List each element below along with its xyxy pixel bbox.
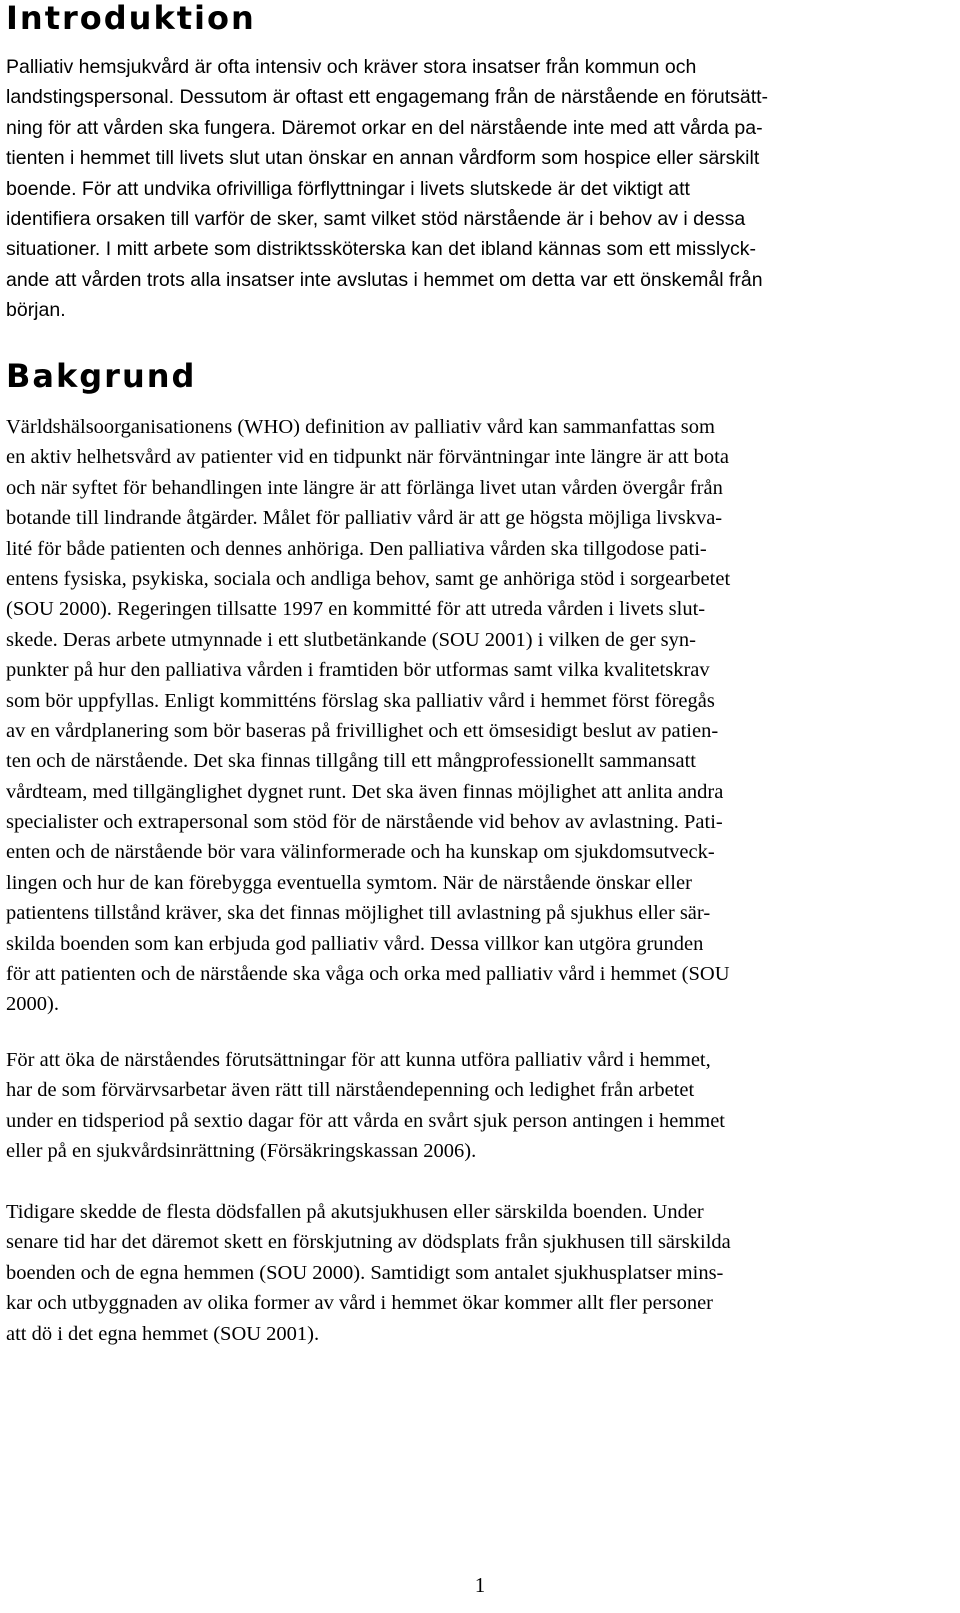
text-line: boenden och de egna hemmen (SOU 2000). Samtidigt som antalet sjukhusplatser mins- <box>6 1261 724 1284</box>
text-line: skede. Deras arbete utmynnade i ett slutbetänkande (SOU 2001) i vilken de ger syn- <box>6 628 696 651</box>
paragraph-who-definition <box>6 412 730 1020</box>
paragraph-narstaendepenning <box>6 1045 725 1167</box>
text-line: ande att vården trots alla insatser inte avslutas i hemmet om detta var ett önskemål från <box>6 268 763 291</box>
text-line: att dö i det egna hemmet (SOU 2001). <box>6 1322 320 1345</box>
page-number: 1 <box>474 1573 486 1597</box>
text-line: skilda boenden som kan erbjuda god palliativ vård. Dessa villkor kan utgöra grunden <box>6 932 704 955</box>
text-line: identifiera orsaken till varför de sker, samt vilket stöd närstående är i behov av i dessa <box>6 207 746 230</box>
text-line: ten och de närstående. Det ska finnas tillgång till ett mångprofessionellt sammansatt <box>6 750 696 773</box>
text-line: av en vårdplanering som bör baseras på frivillighet och ett ömsesidigt beslut av patien- <box>6 719 719 742</box>
text-line: kar och utbyggnaden av olika former av vård i hemmet ökar kommer allt fler personer <box>6 1292 713 1315</box>
text-line: vårdteam, med tillgänglighet dygnet runt. Det ska även finnas möjlighet att anlita andra <box>6 780 724 803</box>
text-line: början. <box>6 299 66 322</box>
text-line: och när syftet för behandlingen inte längre är att förlänga livet utan vården övergår från <box>6 476 723 499</box>
text-line: specialister och extrapersonal som stöd för de närstående vid behov av avlastning. Pati- <box>6 811 723 834</box>
text-line: För att öka de närståendes förutsättningar för att kunna utföra palliativ vård i hemmet, <box>6 1049 711 1071</box>
text-line: för att patienten och de närstående ska våga och orka med palliativ vård i hemmet (SOU <box>6 963 730 986</box>
text-line: patientens tillstånd kräver, ska det finnas möjlighet till avlastning på sjukhus eller sär- <box>6 902 711 925</box>
text-line: boende. För att undvika ofrivilliga förflyttningar i livets slutskede är det viktigt att <box>6 177 690 200</box>
text-line: lingen och hur de kan förebygga eventuella symtom. När de närstående önskar eller <box>6 871 692 894</box>
text-line: ning för att vården ska fungera. Däremot orkar en del närstående inte med att vårda pa- <box>6 116 763 139</box>
text-line: Tidigare skedde de flesta dödsfallen på akutsjukhusen eller särskilda boenden. Under <box>6 1201 704 1223</box>
text-line: som bör uppfyllas. Enligt kommitténs förslag ska palliativ vård i hemmet först föregås <box>6 689 715 712</box>
text-line: 2000). <box>6 993 59 1016</box>
text-line: en aktiv helhetsvård av patienter vid en tidpunkt när förväntningar inte längre är att bota <box>6 446 729 469</box>
text-line: enten och de närstående bör vara välinformerade och ha kunskap om sjukdomsutveck- <box>6 841 715 864</box>
text-line: under en tidsperiod på sextio dagar för att vårda en svårt sjuk person antingen i hemmet <box>6 1109 725 1132</box>
text-line: entens fysiska, psykiska, sociala och andliga behov, samt ge anhöriga stöd i sorgearbetet <box>6 567 731 590</box>
section-heading-introduktion: Introduktion <box>6 0 256 37</box>
text-line: landstingspersonal. Dessutom är oftast ett engagemang från de närstående en förutsätt- <box>6 86 769 109</box>
section-heading-bakgrund: Bakgrund <box>6 357 197 395</box>
text-line: situationer. I mitt arbete som distriktssköterska kan det ibland kännas som ett misslyck- <box>6 238 756 261</box>
text-line: tienten i hemmet till livets slut utan önskar en annan vårdform som hospice eller särskilt <box>6 147 760 170</box>
text-line: har de som förvärvsarbetar även rätt till närståendepenning och ledighet från arbetet <box>6 1079 695 1102</box>
text-line: senare tid har det däremot skett en förskjutning av dödsplats från sjukhusen till särskilda <box>6 1231 731 1254</box>
text-line: punkter på hur den palliativa vården i framtiden bör utformas samt vilka kvalitetskrav <box>6 659 710 682</box>
text-line: lité för både patienten och dennes anhöriga. Den palliativa vården ska tillgodose pati- <box>6 537 707 560</box>
text-line: botande till lindrande åtgärder. Målet för palliativ vård är att ge högsta möjliga livskva- <box>6 507 723 530</box>
text-line: eller på en sjukvårdsinrättning (Försäkringskassan 2006). <box>6 1140 477 1163</box>
text-line: Palliativ hemsjukvård är ofta intensiv och kräver stora insatser från kommun och <box>6 56 697 78</box>
paragraph-dodsplats <box>6 1197 731 1349</box>
text-line: (SOU 2000). Regeringen tillsatte 1997 en kommitté för att utreda vården i livets slut- <box>6 598 706 621</box>
text-line: Världshälsoorganisationens (WHO) definition av palliativ vård kan sammanfattas som <box>6 416 715 438</box>
paragraph-introduktion <box>6 52 768 326</box>
